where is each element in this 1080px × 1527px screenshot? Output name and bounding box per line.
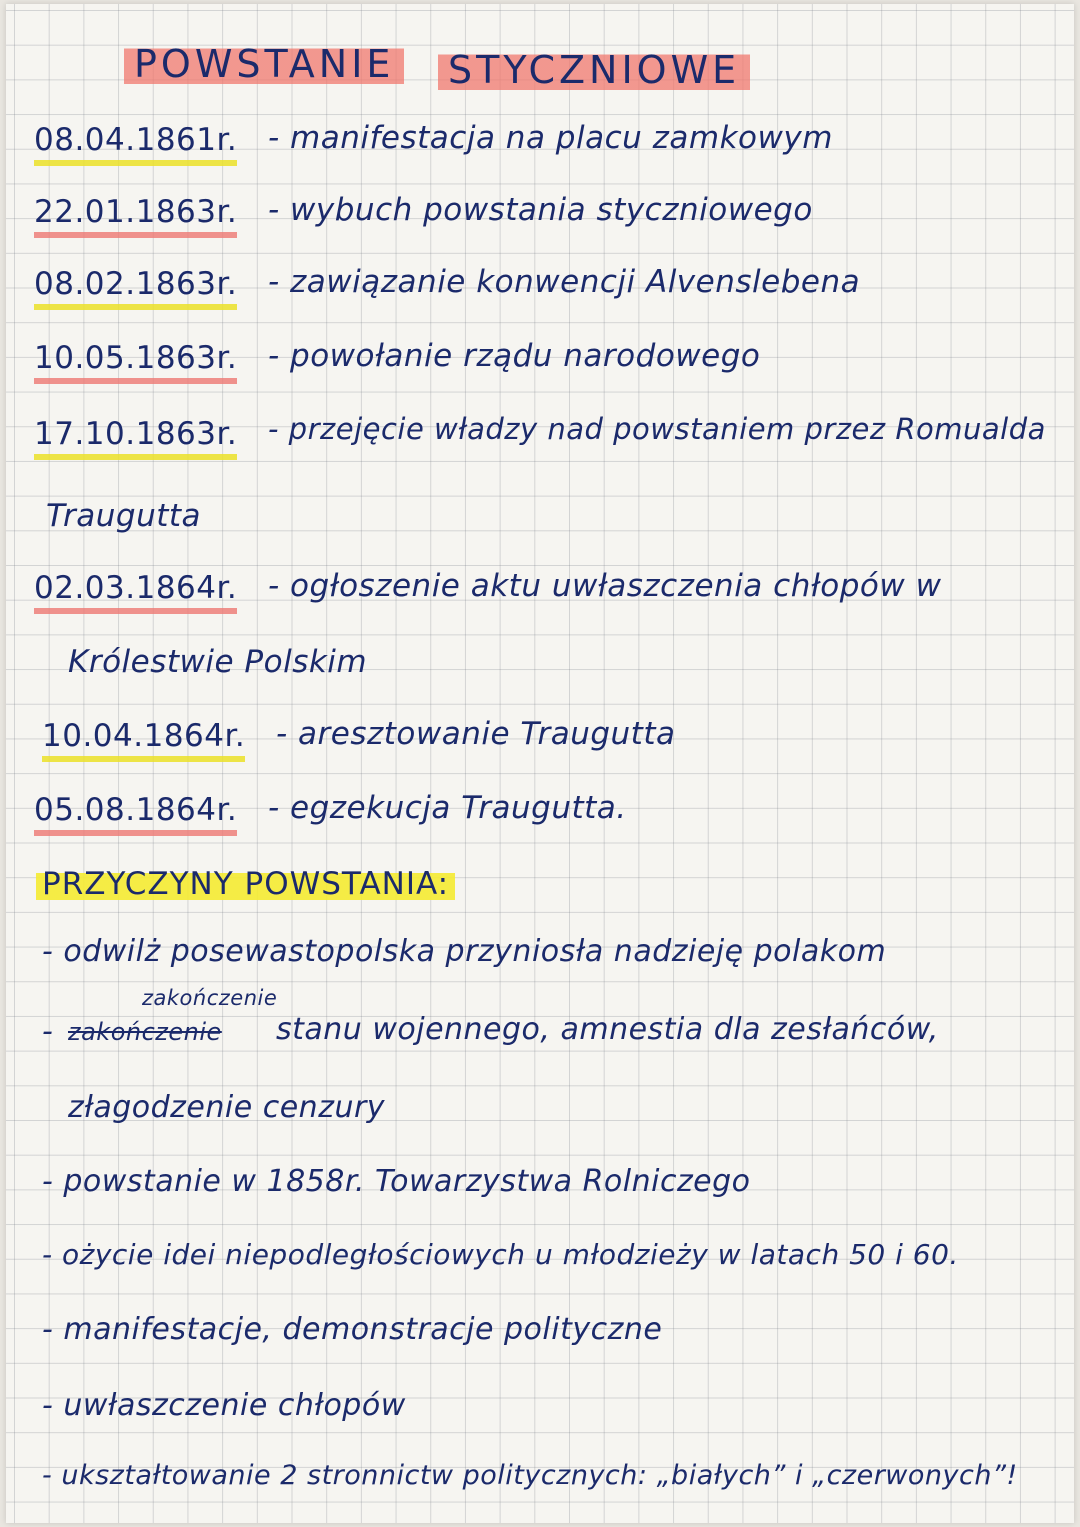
timeline-date: 10.04.1864r. [42, 718, 245, 762]
timeline-date: 22.01.1863r. [34, 194, 237, 238]
title-word-2: STYCZNIOWE [438, 48, 750, 92]
timeline-date: 08.04.1861r. [34, 122, 237, 166]
timeline-date: 02.03.1864r. [34, 570, 237, 614]
cause-item-dash: - [42, 1014, 54, 1049]
timeline-event: - ogłoszenie aktu uwłaszczenia chłopów w [268, 568, 942, 604]
cause-item: - uwłaszczenie chłopów [42, 1388, 406, 1423]
cause-item: - powstanie w 1858r. Towarzystwa Rolniczego [42, 1164, 751, 1199]
cause-item: - ukształtowanie 2 stronnictw politycznych: „białych” i „czerwonych”! [42, 1460, 1018, 1491]
timeline-event-continuation: Traugutta [46, 498, 202, 534]
cause-item-continuation: złagodzenie cenzury [68, 1090, 386, 1125]
correction-note: zakończenie [142, 986, 278, 1010]
timeline-date: 17.10.1863r. [34, 416, 237, 460]
timeline-event: - aresztowanie Traugutta [276, 716, 676, 752]
timeline-event: - przejęcie władzy nad powstaniem przez Romualda [268, 412, 1046, 446]
timeline-event: - zawiązanie konwencji Alvenslebena [268, 264, 861, 300]
timeline-date: 08.02.1863r. [34, 266, 237, 310]
timeline-event-continuation: Królestwie Polskim [68, 644, 368, 680]
timeline-date: 05.08.1864r. [34, 792, 237, 836]
cause-item: stanu wojennego, amnestia dla zesłańców, [276, 1012, 939, 1047]
causes-heading: PRZYCZYNY POWSTANIA: [36, 866, 455, 902]
struck-word: zakończenie [68, 1018, 222, 1046]
title-word-1: POWSTANIE [124, 42, 404, 86]
cause-item: - ożycie idei niepodległościowych u młodzieży w latach 50 i 60. [42, 1238, 959, 1271]
timeline-event: - manifestacja na placu zamkowym [268, 120, 833, 156]
cause-item: - odwilż posewastopolska przyniosła nadzieję polakom [42, 934, 887, 969]
timeline-event: - powołanie rządu narodowego [268, 338, 761, 374]
timeline-event: - egzekucja Traugutta. [268, 790, 627, 826]
timeline-event: - wybuch powstania styczniowego [268, 192, 813, 228]
notebook-page [6, 4, 1074, 1523]
cause-item: - manifestacje, demonstracje polityczne [42, 1312, 663, 1347]
timeline-date: 10.05.1863r. [34, 340, 237, 384]
